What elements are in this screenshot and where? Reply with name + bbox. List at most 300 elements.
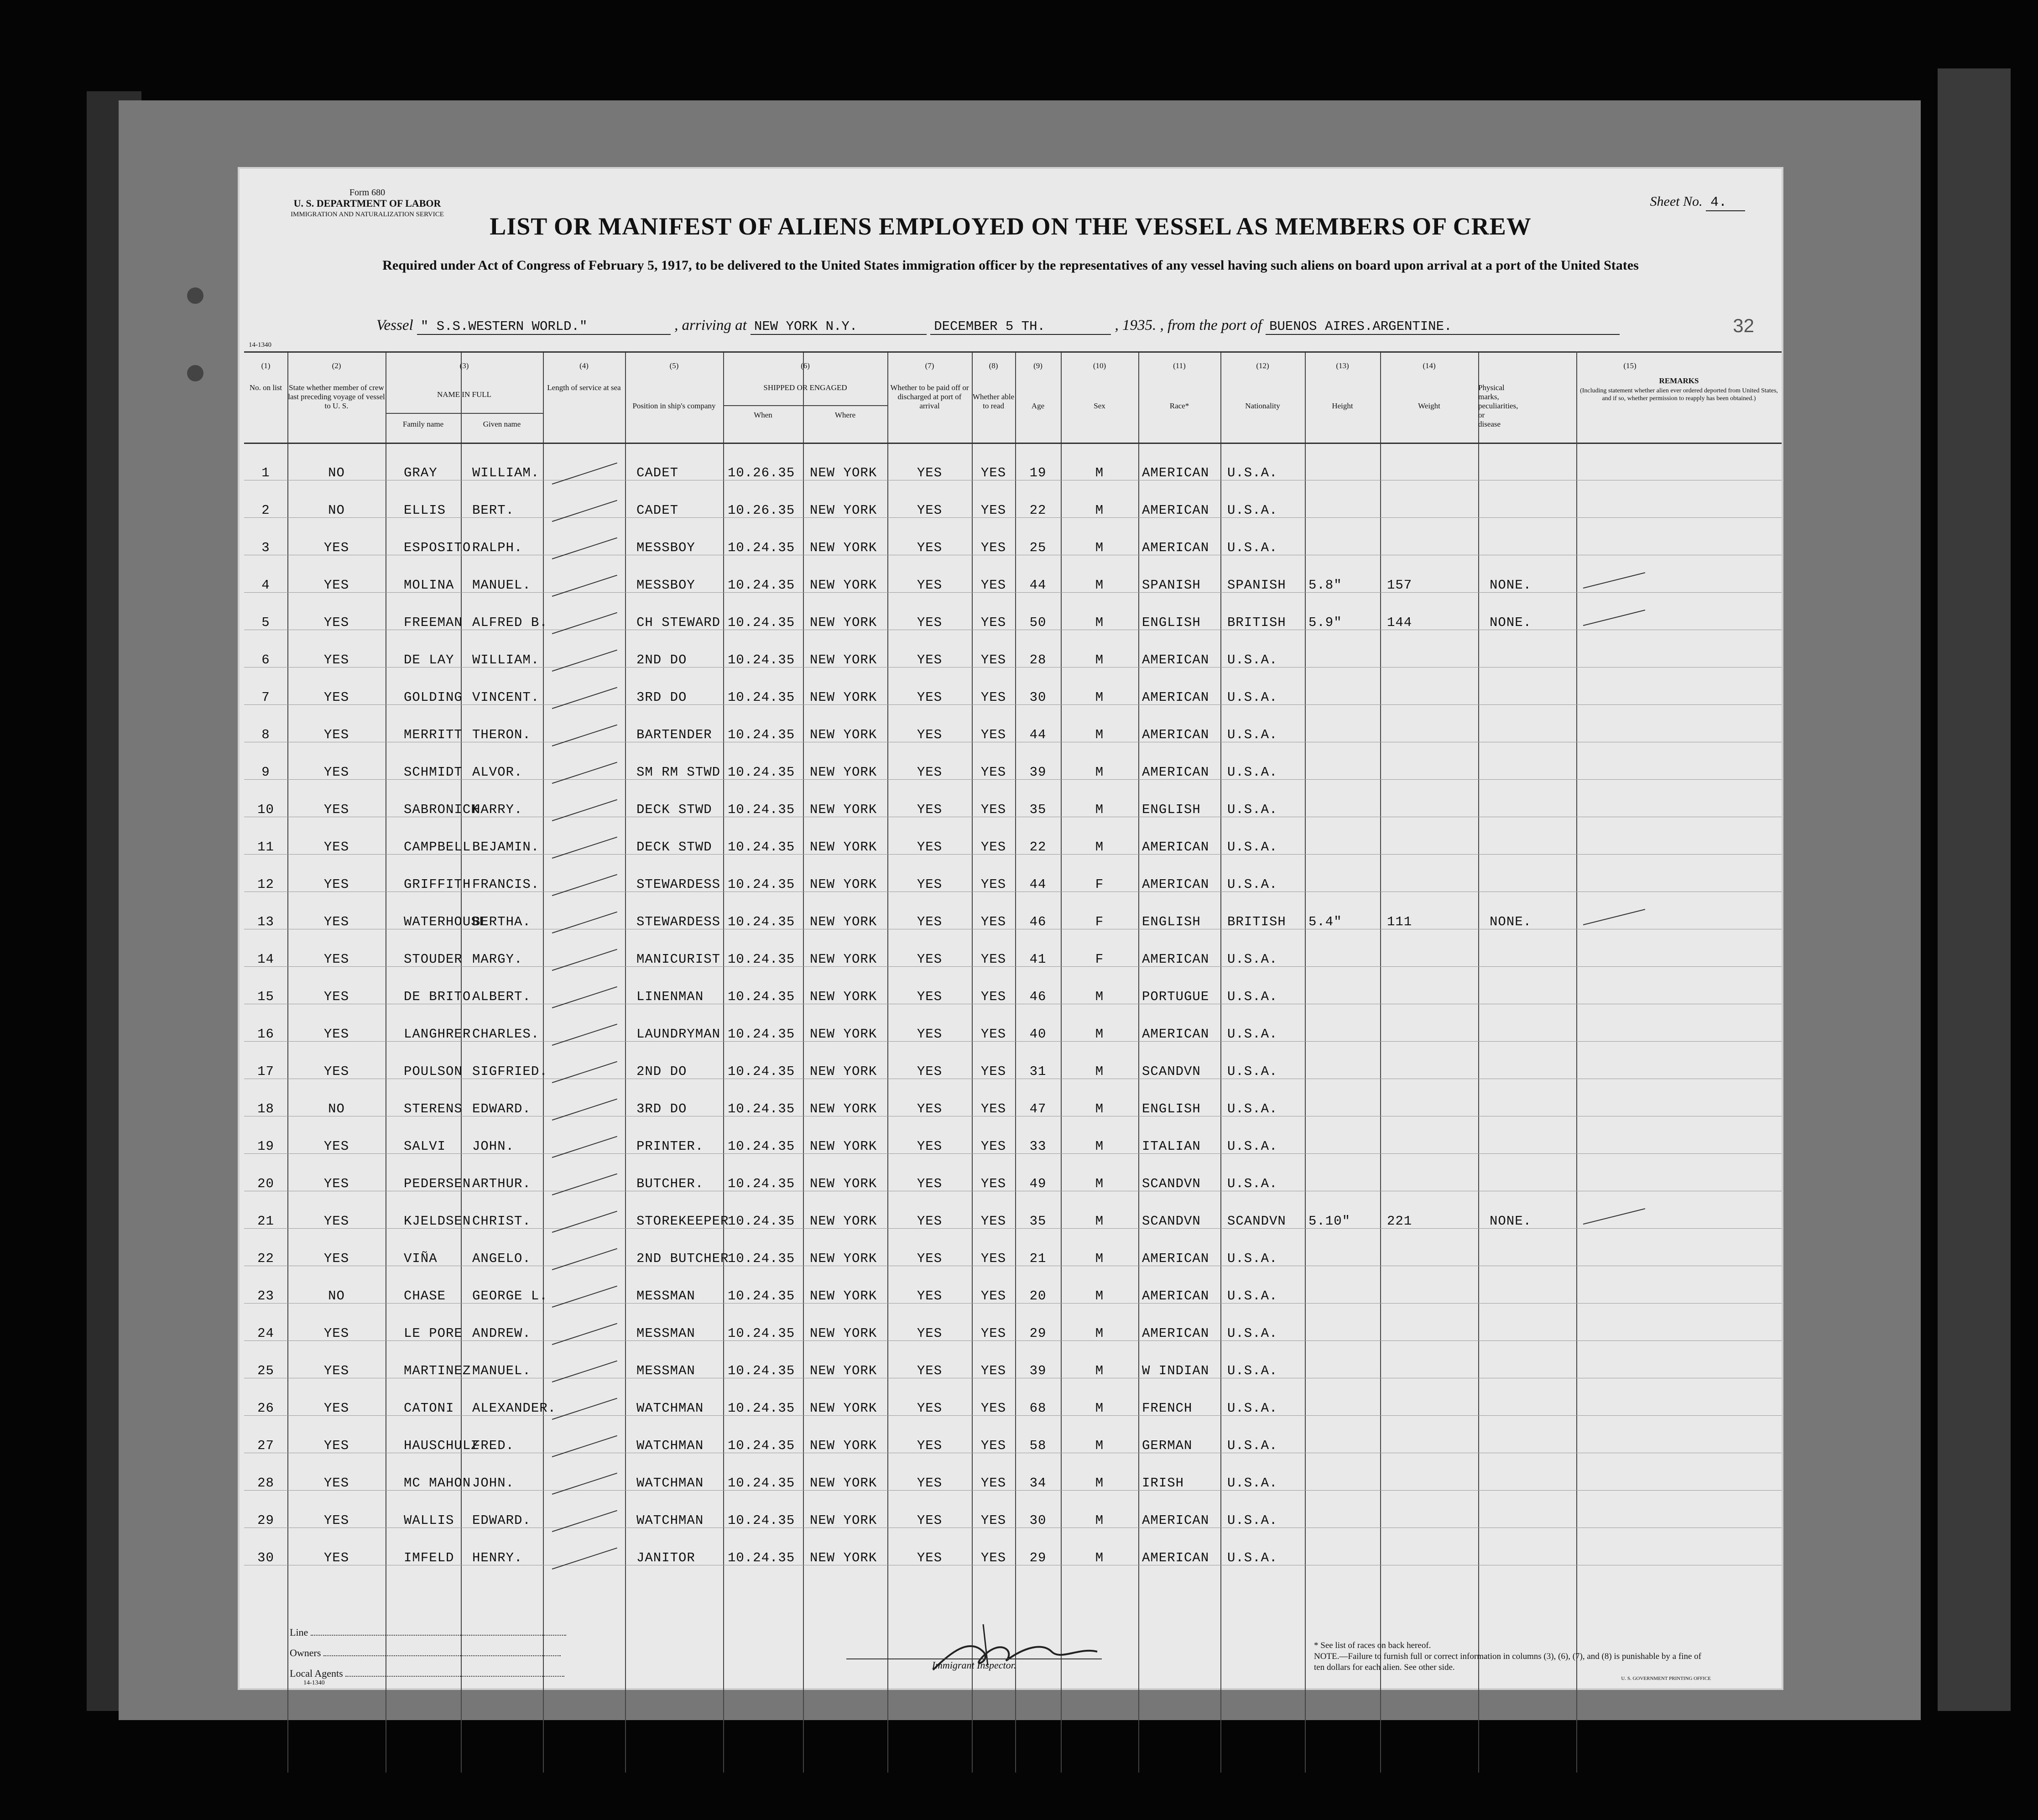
- vessel-label: Vessel: [376, 317, 413, 334]
- cell-prev: YES: [323, 1401, 349, 1416]
- cell-race: PORTUGUE: [1142, 989, 1209, 1004]
- cell-where: NEW YORK: [810, 1101, 877, 1116]
- cell-family: HAUSCHULZ: [404, 1438, 480, 1453]
- cell-read: YES: [980, 989, 1006, 1004]
- column-rule: [723, 351, 724, 1773]
- cell-where: NEW YORK: [810, 1326, 877, 1341]
- cell-paid: YES: [917, 1101, 943, 1116]
- cell-no: 11: [257, 840, 274, 855]
- cell-race: AMERICAN: [1142, 540, 1209, 555]
- cell-sex: M: [1095, 540, 1104, 555]
- cell-where: NEW YORK: [810, 465, 877, 480]
- header-remarks: REMARKS: [1659, 376, 1699, 385]
- cell-nat: U.S.A.: [1227, 690, 1278, 705]
- cell-weight: 144: [1387, 615, 1413, 630]
- cell-race: AMERICAN: [1142, 765, 1209, 780]
- sheet-number-label: Sheet No.: [1650, 194, 1703, 209]
- cell-given: MANUEL.: [472, 578, 531, 593]
- cell-position: JANITOR: [636, 1550, 695, 1565]
- cell-sex: M: [1095, 690, 1104, 705]
- cell-race: ENGLISH: [1142, 914, 1201, 929]
- cell-position: CADET: [636, 465, 679, 480]
- service-check-mark: [552, 1361, 617, 1382]
- cell-no: 28: [257, 1476, 274, 1491]
- cell-race: SCANDVN: [1142, 1064, 1201, 1079]
- cell-sex: M: [1095, 802, 1104, 817]
- column-rule: [803, 351, 804, 1773]
- cell-prev: YES: [323, 578, 349, 593]
- service-check-mark: [552, 537, 617, 559]
- cell-when: 10.24.35: [728, 540, 795, 555]
- vessel-line: [376, 317, 1620, 335]
- service-check-mark: [552, 1061, 617, 1083]
- cell-nat: U.S.A.: [1227, 1363, 1278, 1378]
- cell-where: NEW YORK: [810, 1027, 877, 1042]
- cell-prev: YES: [323, 1513, 349, 1528]
- cell-position: CH STEWARD: [636, 615, 721, 630]
- cell-given: EDWARD.: [472, 1101, 531, 1116]
- cell-sex: M: [1095, 1064, 1104, 1079]
- document-title: LIST OR MANIFEST OF ALIENS EMPLOYED ON THE VESSEL AS MEMBERS OF CREW: [490, 213, 1532, 240]
- cell-height: 5.4": [1308, 914, 1342, 929]
- header-shipped-engaged: SHIPPED OR ENGAGED: [763, 383, 847, 392]
- cell-read: YES: [980, 952, 1006, 967]
- cell-prev: YES: [323, 540, 349, 555]
- cell-position: DECK STWD: [636, 802, 712, 817]
- cell-age: 33: [1029, 1139, 1047, 1154]
- cell-paid: YES: [917, 540, 943, 555]
- cell-height: 5.9": [1308, 615, 1342, 630]
- from-label: , from the port of: [1160, 317, 1262, 334]
- cell-no: 16: [257, 1027, 274, 1042]
- cell-given: JOHN.: [472, 1476, 515, 1491]
- cell-paid: YES: [917, 1476, 943, 1491]
- cell-when: 10.24.35: [728, 877, 795, 892]
- cell-no: 5: [261, 615, 270, 630]
- cell-read: YES: [980, 1101, 1006, 1116]
- cell-no: 9: [261, 765, 270, 780]
- cell-no: 10: [257, 802, 274, 817]
- department-name: U. S. DEPARTMENT OF LABOR: [293, 198, 441, 209]
- cell-given: ARTHUR.: [472, 1176, 531, 1191]
- cell-position: SM RM STWD: [636, 765, 721, 780]
- cell-paid: YES: [917, 1176, 943, 1191]
- service-check-mark: [552, 1136, 617, 1158]
- cell-when: 10.24.35: [728, 952, 795, 967]
- cell-where: NEW YORK: [810, 1401, 877, 1416]
- cell-read: YES: [980, 1550, 1006, 1565]
- cell-paid: YES: [917, 1139, 943, 1154]
- cell-position: WATCHMAN: [636, 1513, 704, 1528]
- cell-read: YES: [980, 1513, 1006, 1528]
- cell-position: MESSMAN: [636, 1326, 695, 1341]
- cell-sex: M: [1095, 1214, 1104, 1229]
- footer-agents: [290, 1668, 564, 1687]
- cell-race: SPANISH: [1142, 578, 1201, 593]
- header-remarks-detail: (Including statement whether alien ever ordered deported from United States, and if so, whether permission to reapply has been obtained.): [1580, 387, 1778, 402]
- cell-read: YES: [980, 1214, 1006, 1229]
- column-number-5: (5): [669, 361, 679, 370]
- cell-paid: YES: [917, 615, 943, 630]
- cell-when: 10.24.35: [728, 1513, 795, 1528]
- cell-nat: U.S.A.: [1227, 1139, 1278, 1154]
- service-check-mark: [552, 1548, 617, 1570]
- cell-position: STEWARDESS: [636, 914, 721, 929]
- cell-prev: YES: [323, 989, 349, 1004]
- column-rule: [1138, 351, 1139, 1773]
- header-bottom-rule: [244, 443, 1782, 444]
- cell-position: 3RD DO: [636, 1101, 687, 1116]
- cell-race: AMERICAN: [1142, 877, 1209, 892]
- cell-paid: YES: [917, 1027, 943, 1042]
- service-check-mark: [552, 986, 617, 1008]
- cell-family: ESPOSITO: [404, 540, 471, 555]
- cell-position: MESSBOY: [636, 578, 695, 593]
- cell-position: 2ND DO: [636, 1064, 687, 1079]
- service-check-mark: [552, 1099, 617, 1121]
- service-check-mark: [552, 949, 617, 971]
- cell-position: STEWARDESS: [636, 877, 721, 892]
- cell-when: 10.24.35: [728, 840, 795, 855]
- cell-no: 6: [261, 652, 270, 668]
- cell-position: 2ND BUTCHER: [636, 1251, 729, 1266]
- cell-where: NEW YORK: [810, 989, 877, 1004]
- cell-nat: U.S.A.: [1227, 1401, 1278, 1416]
- cell-sex: F: [1095, 914, 1104, 929]
- service-check-mark: [552, 912, 617, 933]
- cell-paid: YES: [917, 765, 943, 780]
- cell-sex: M: [1095, 1101, 1104, 1116]
- cell-position: MANICURIST: [636, 952, 721, 967]
- cell-prev: YES: [323, 690, 349, 705]
- cell-no: 3: [261, 540, 270, 555]
- cell-no: 14: [257, 952, 274, 967]
- cell-family: GOLDING: [404, 690, 463, 705]
- cell-marks: NONE.: [1490, 1214, 1532, 1229]
- cell-sex: M: [1095, 1476, 1104, 1491]
- service-check-mark: [552, 1024, 617, 1046]
- cell-race: AMERICAN: [1142, 840, 1209, 855]
- cell-nat: U.S.A.: [1227, 540, 1278, 555]
- cell-given: CHARLES.: [472, 1027, 540, 1042]
- cell-given: ANDREW.: [472, 1326, 531, 1341]
- cell-position: LINENMAN: [636, 989, 704, 1004]
- column-number-7: (7): [925, 361, 934, 370]
- cell-family: CATONI: [404, 1401, 454, 1416]
- printer-note: U. S. GOVERNMENT PRINTING OFFICE: [1621, 1676, 1711, 1681]
- cell-marks: NONE.: [1490, 578, 1532, 593]
- column-rule: [1220, 351, 1221, 1773]
- cell-nat: U.S.A.: [1227, 727, 1278, 742]
- cell-read: YES: [980, 1176, 1006, 1191]
- punch-hole: [187, 287, 203, 304]
- cell-given: MARGY.: [472, 952, 523, 967]
- cell-when: 10.24.35: [728, 1476, 795, 1491]
- cell-family: WATERHOUSE: [404, 914, 488, 929]
- cell-age: 20: [1029, 1288, 1047, 1304]
- cell-nat: U.S.A.: [1227, 1251, 1278, 1266]
- cell-read: YES: [980, 1288, 1006, 1304]
- cell-family: GRIFFITH: [404, 877, 471, 892]
- cell-age: 30: [1029, 1513, 1047, 1528]
- cell-where: NEW YORK: [810, 1550, 877, 1565]
- cell-age: 25: [1029, 540, 1047, 555]
- cell-nat: U.S.A.: [1227, 1438, 1278, 1453]
- cell-prev: YES: [323, 952, 349, 967]
- cell-weight: 157: [1387, 578, 1413, 593]
- cell-read: YES: [980, 914, 1006, 929]
- cell-read: YES: [980, 465, 1006, 480]
- cell-paid: YES: [917, 727, 943, 742]
- cell-family: VIÑA: [404, 1251, 438, 1266]
- cell-sex: M: [1095, 1513, 1104, 1528]
- cell-nat: U.S.A.: [1227, 1513, 1278, 1528]
- cell-race: AMERICAN: [1142, 465, 1209, 480]
- cell-paid: YES: [917, 1326, 943, 1341]
- cell-age: 50: [1029, 615, 1047, 630]
- cell-age: 39: [1029, 765, 1047, 780]
- cell-age: 44: [1029, 578, 1047, 593]
- cell-prev: YES: [323, 1251, 349, 1266]
- cell-weight: 221: [1387, 1214, 1413, 1229]
- cell-sex: M: [1095, 1401, 1104, 1416]
- header-split-rule: [386, 413, 543, 414]
- cell-where: NEW YORK: [810, 652, 877, 668]
- arrival-port: NEW YORK N.Y.: [751, 319, 927, 335]
- cell-read: YES: [980, 727, 1006, 742]
- header-nationality: Nationality: [1245, 402, 1280, 410]
- cell-nat: U.S.A.: [1227, 1101, 1278, 1116]
- cell-age: 28: [1029, 652, 1047, 668]
- cell-where: NEW YORK: [810, 1363, 877, 1378]
- cell-sex: M: [1095, 1363, 1104, 1378]
- cell-no: 13: [257, 914, 274, 929]
- cell-where: NEW YORK: [810, 1251, 877, 1266]
- sheet-number: [1650, 194, 1746, 210]
- service-check-mark: [552, 874, 617, 896]
- cell-sex: M: [1095, 578, 1104, 593]
- cell-nat: U.S.A.: [1227, 503, 1278, 518]
- cell-age: 44: [1029, 727, 1047, 742]
- cell-when: 10.24.35: [728, 1027, 795, 1042]
- cell-nat: U.S.A.: [1227, 840, 1278, 855]
- cell-family: DE LAY: [404, 652, 454, 668]
- cell-given: FRANCIS.: [472, 877, 540, 892]
- arrival-year: , 1935.: [1115, 317, 1157, 334]
- cell-read: YES: [980, 1476, 1006, 1491]
- form-code: 14-1340: [249, 341, 271, 349]
- cell-given: ALEXANDER.: [472, 1401, 557, 1416]
- cell-prev: YES: [323, 1214, 349, 1229]
- cell-sex: M: [1095, 727, 1104, 742]
- cell-no: 22: [257, 1251, 274, 1266]
- cell-paid: YES: [917, 465, 943, 480]
- cell-where: NEW YORK: [810, 1139, 877, 1154]
- cell-sex: M: [1095, 1550, 1104, 1565]
- cell-nat: U.S.A.: [1227, 652, 1278, 668]
- column-rule: [1478, 351, 1479, 1773]
- cell-read: YES: [980, 1251, 1006, 1266]
- header-paid-off: Whether to be paid off or discharged at port of arrival: [890, 383, 969, 410]
- service-check-mark: [552, 1510, 617, 1532]
- cell-when: 10.26.35: [728, 465, 795, 480]
- cell-family: KJELDSEN: [404, 1214, 471, 1229]
- cell-height: 5.10": [1308, 1214, 1351, 1229]
- cell-position: BUTCHER.: [636, 1176, 704, 1191]
- column-rule: [461, 351, 462, 1773]
- cell-given: BERTHA.: [472, 914, 531, 929]
- crew-table: 14-1340 (1) (2) (3) (4) (5) (6) (7) (8) (9) (10) (11) (12) (13) (14) (15) No. on list State whether member of crew last preceding voyage of vessel to U. S. NAME IN FULL Family name Given name Length of service at sea Position in ship's company SHIPPED OR ENGAGED When Where Whether to be paid off or discharged at port of arrival Whether able to read Age Sex Race* Nationality Height Weight Physical marks, peculiarities, or disease REMARKS (Including statement whether alien ever ordered deported from United States, and if so, whether permission to reapply has been obtained.) 1 NO GRAY WILLIAM. CADET 10.26.35 NEW YORK YES YES 19 M AMERICAN U.S.A. 2 NO ELLIS BERT. CADET 10.26.35 NEW YORK YES YES 22 M AMERICAN U.S.A. 3 YES ESPOSITO RALPH. MESSBOY 10.24.35 NEW YORK YES YES 25 M AMERICAN U.S.A. 4 YES MOLINA MANUEL. MESSBOY 10.24.35 NEW YORK YES YES 44 M SPANISH SPANISH 5.8" 157 NONE. 5 YES FREEMAN ALFRED B. CH STEWARD 10.24.35 NEW YORK YES YES 50 M ENGLISH BRITISH 5.9" 144 NONE. 6 YES DE LAY WILLIAM. 2ND DO 10.24.35 NEW YORK YES YES 28 M AMERICAN U.S.A. 7 YES GOLDING VINCENT. 3RD DO 10.24.35 NEW YORK YES YES 30 M AMERICAN U.S.A. 8 YES MERRITT THERON. BARTENDER 10.24.35 NEW YORK YES YES 44 M AMERICAN U.S.A. 9 YES SCHMIDT ALVOR. SM RM STWD 10.24.35 NEW YORK YES YES 39 M AMERICAN U.S.A. 10 YES SABRONICK HARRY. DECK STWD 10.24.35 NEW YORK YES YES 35 M ENGLISH U.S.A. 11 YES CAMPBELL BEJAMIN. DECK STWD 10.24.35 NEW YORK YES YES 22 M AMERICAN U.S.A. 12 YES GRIFFITH FRANCIS. STEWARDESS 10.24.35 NEW YORK YES YES 44 F AMERICAN U.S.A. 13 YES WATERHOUSE BERTHA. STEWARDESS 10.24.35 NEW YORK YES YES 46 F ENGLISH BRITISH 5.4" 111 NONE. 14 YES STOUDER MARGY. MANICURIST 10.24.35 NEW YORK YES YES 41 F AMERICAN U.S.A. 15 YES DE BRITO ALBERT. LINENMAN 10.24.35 NEW YORK YES YES 46 M PORTUGUE U.S.A. 16 YES LANGHRER CHARLES. LAUNDRYMAN 10.24.35 NEW YORK YES YES 40 M AMERICAN U.S.A. 17 YES POULSON SIGFRIED. 2ND DO 10.24.35 NEW YORK YES YES 31 M SCANDVN U.S.A. 18 NO STERENS EDWARD. 3RD DO 10.24.35 NEW YORK YES YES 47 M ENGLISH U.S.A. 19 YES SALVI JOHN. PRINTER. 10.24.35 NEW YORK YES YES 33 M ITALIAN U.S.A. 20 YES PEDERSEN ARTHUR. BUTCHER. 10.24.35 NEW YORK YES YES 49 M SCANDVN U.S.A. 21 YES KJELDSEN CHRIST. STOREKEEPER 10.24.35 NEW YORK YES YES 35 M SCANDVN SCANDVN 5.10" 221 NONE. 22 YES VIÑA ANGELO. 2ND BUTCHER 10.24.35 NEW YORK YES YES 21 M AMERICAN U.S.A. 23 NO CHASE GEORGE L. MESSMAN 10.24.35 NEW YORK YES YES 20 M AMERICAN U.S.A. 24 YES LE PORE ANDREW. MESSMAN 10.24.35 NEW YORK YES YES 29 M AMERICAN U.S.A. 25 YES MARTINEZ MANUEL. MESSMAN 10.24.35 NEW YORK YES YES 39 M W INDIAN U.S.A. 26 YES CATONI ALEXANDER. WATCHMAN 10.24.35 NEW YORK YES YES 68 M FRENCH U.S.A. 27 YES HAUSCHULZ FRED. WATCHMAN 10.24.35 NEW YORK YES YES 58 M GERMAN U.S.A. 28 YES MC MAHON JOHN. WATCHMAN 10.24.35 NEW YORK YES YES 34 M IRISH U.S.A. 29 YES WALLIS EDWARD. WATCHMAN 10.24.35 NEW YORK YES YES 30 M AMERICAN U.S.A. 30 YES IMFELD HENRY. JANITOR 10.24.35 NEW YORK YES YES 29 M AMERICAN U.S.A.: [244, 351, 1782, 1773]
- header-weight: Weight: [1418, 402, 1440, 410]
- cell-marks: NONE.: [1490, 615, 1532, 630]
- cell-no: 19: [257, 1139, 274, 1154]
- cell-nat: U.S.A.: [1227, 1476, 1278, 1491]
- cell-no: 30: [257, 1550, 274, 1565]
- cell-when: 10.24.35: [728, 802, 795, 817]
- cell-sex: F: [1095, 877, 1104, 892]
- cell-given: HARRY.: [472, 802, 523, 817]
- cell-nat: U.S.A.: [1227, 1064, 1278, 1079]
- service-check-mark: [552, 725, 617, 746]
- cell-read: YES: [980, 840, 1006, 855]
- cell-no: 20: [257, 1176, 274, 1191]
- cell-prev: YES: [323, 1363, 349, 1378]
- service-check-mark: [552, 799, 617, 821]
- cell-nat: U.S.A.: [1227, 1176, 1278, 1191]
- cell-no: 1: [261, 465, 270, 480]
- cell-race: SCANDVN: [1142, 1214, 1201, 1229]
- cell-family: POULSON: [404, 1064, 463, 1079]
- inspector-label: Immigrant Inspector.: [846, 1658, 1102, 1671]
- cell-given: BERT.: [472, 503, 515, 518]
- footer-line: [290, 1627, 566, 1638]
- cell-race: IRISH: [1142, 1476, 1184, 1491]
- cell-where: NEW YORK: [810, 727, 877, 742]
- cell-when: 10.24.35: [728, 1176, 795, 1191]
- cell-read: YES: [980, 578, 1006, 593]
- column-number-13: (13): [1336, 361, 1349, 370]
- cell-paid: YES: [917, 652, 943, 668]
- cell-given: RALPH.: [472, 540, 523, 555]
- cell-read: YES: [980, 765, 1006, 780]
- cell-age: 58: [1029, 1438, 1047, 1453]
- cell-nat: SCANDVN: [1227, 1214, 1286, 1229]
- service-check-mark: [552, 612, 617, 634]
- cell-when: 10.24.35: [728, 765, 795, 780]
- cell-position: PRINTER.: [636, 1139, 704, 1154]
- cell-nat: U.S.A.: [1227, 1288, 1278, 1304]
- cell-age: 39: [1029, 1363, 1047, 1378]
- service-check-mark: [552, 575, 617, 597]
- cell-prev: YES: [323, 1139, 349, 1154]
- service-check-mark: [552, 650, 617, 672]
- cell-position: WATCHMAN: [636, 1476, 704, 1491]
- cell-given: FRED.: [472, 1438, 515, 1453]
- cell-nat: U.S.A.: [1227, 877, 1278, 892]
- cell-no: 15: [257, 989, 274, 1004]
- cell-prev: YES: [323, 1176, 349, 1191]
- cell-age: 19: [1029, 465, 1047, 480]
- cell-race: ENGLISH: [1142, 1101, 1201, 1116]
- cell-nat: U.S.A.: [1227, 1027, 1278, 1042]
- service-name: IMMIGRATION AND NATURALIZATION SERVICE: [291, 211, 444, 218]
- cell-nat: U.S.A.: [1227, 802, 1278, 817]
- cell-nat: U.S.A.: [1227, 765, 1278, 780]
- column-rule: [1305, 351, 1306, 1773]
- header-age: Age: [1031, 402, 1045, 410]
- cell-where: NEW YORK: [810, 1438, 877, 1453]
- cell-family: PEDERSEN: [404, 1176, 471, 1191]
- cell-family: LANGHRER: [404, 1027, 471, 1042]
- cell-paid: YES: [917, 1288, 943, 1304]
- cell-family: CAMPBELL: [404, 840, 471, 855]
- cell-nat: U.S.A.: [1227, 1326, 1278, 1341]
- cell-race: AMERICAN: [1142, 727, 1209, 742]
- cell-age: 22: [1029, 840, 1047, 855]
- cell-given: VINCENT.: [472, 690, 540, 705]
- cell-given: BEJAMIN.: [472, 840, 540, 855]
- cell-sex: M: [1095, 615, 1104, 630]
- cell-nat: BRITISH: [1227, 615, 1286, 630]
- cell-no: 21: [257, 1214, 274, 1229]
- cell-given: HENRY.: [472, 1550, 523, 1565]
- cell-given: ALVOR.: [472, 765, 523, 780]
- cell-when: 10.24.35: [728, 578, 795, 593]
- cell-position: WATCHMAN: [636, 1438, 704, 1453]
- cell-nat: U.S.A.: [1227, 1550, 1278, 1565]
- cell-prev: YES: [323, 765, 349, 780]
- cell-no: 23: [257, 1288, 274, 1304]
- cell-when: 10.24.35: [728, 989, 795, 1004]
- agents-label: Local Agents: [290, 1668, 343, 1679]
- cell-prev: NO: [328, 465, 345, 480]
- cell-given: ANGELO.: [472, 1251, 531, 1266]
- cell-no: 29: [257, 1513, 274, 1528]
- cell-prev: YES: [323, 840, 349, 855]
- cell-read: YES: [980, 877, 1006, 892]
- cell-where: NEW YORK: [810, 540, 877, 555]
- cell-sex: M: [1095, 465, 1104, 480]
- service-check-mark: [552, 1435, 617, 1457]
- cell-when: 10.24.35: [728, 615, 795, 630]
- header-given-name: Given name: [483, 420, 521, 428]
- cell-prev: NO: [328, 1288, 345, 1304]
- cell-where: NEW YORK: [810, 877, 877, 892]
- cell-when: 10.24.35: [728, 1214, 795, 1229]
- cell-no: 7: [261, 690, 270, 705]
- cell-read: YES: [980, 1401, 1006, 1416]
- cell-read: YES: [980, 503, 1006, 518]
- cell-given: EDWARD.: [472, 1513, 531, 1528]
- service-check-mark: [552, 463, 617, 485]
- cell-where: NEW YORK: [810, 690, 877, 705]
- column-number-2: (2): [332, 361, 341, 370]
- cell-age: 21: [1029, 1251, 1047, 1266]
- cell-age: 35: [1029, 802, 1047, 817]
- cell-no: 24: [257, 1326, 274, 1341]
- cell-paid: YES: [917, 1251, 943, 1266]
- header-able-to-read: Whether able to read: [972, 392, 1015, 410]
- cell-paid: YES: [917, 877, 943, 892]
- cell-age: 22: [1029, 503, 1047, 518]
- header-height: Height: [1332, 402, 1353, 410]
- cell-read: YES: [980, 1139, 1006, 1154]
- cell-race: AMERICAN: [1142, 1513, 1209, 1528]
- cell-race: AMERICAN: [1142, 1288, 1209, 1304]
- cell-prev: YES: [323, 727, 349, 742]
- cell-paid: YES: [917, 840, 943, 855]
- cell-paid: YES: [917, 1438, 943, 1453]
